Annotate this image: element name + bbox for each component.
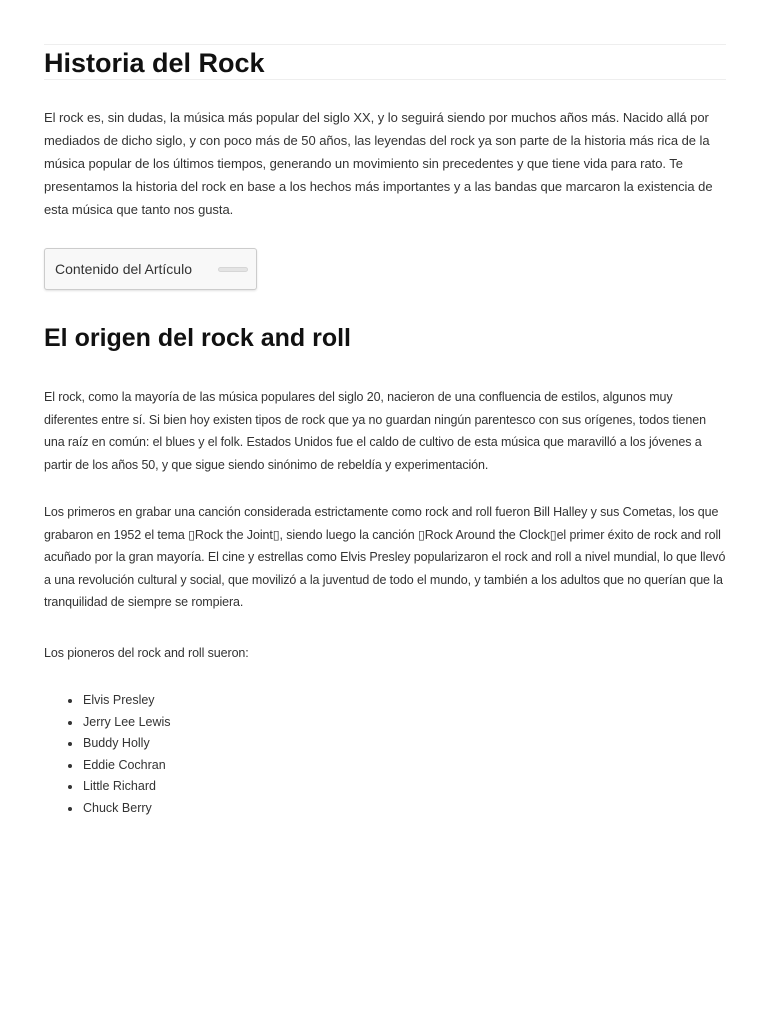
list-item: • Elvis Presley [82, 690, 726, 712]
top-divider [44, 44, 726, 45]
paragraph-pioneers-intro: Los pioneros del rock and roll sueron: [44, 645, 249, 660]
list-item: • Chuck Berry [82, 798, 726, 820]
toggle-icon[interactable] [218, 267, 248, 272]
paragraph-first-recordings: Los primeros en grabar una canción considerada estrictamente como rock and roll fueron Bill Halley y sus Cometas, los que grabaron en 1952 el tema ▯Rock the Joint▯, siendo luego la canción ▯Rock Around the Clock▯el primer éxito de rock and roll acuñado por la gran mayoría. El cine y estrellas como Elvis Presley popularizaron el rock and roll a nivel mundial, lo que llevó a una revolución cultural y social, que movilizó a la juventud de todo el mundo, y también a los adultos que no querían que la tranquilidad de siempre se rompiera. [44, 505, 726, 609]
list-item: • Little Richard [82, 776, 726, 798]
list-item: • Jerry Lee Lewis [82, 712, 726, 734]
paragraph-origins: El rock, como la mayoría de las música populares del siglo 20, nacieron de una confluencia de estilos, algunos muy diferentes entre sí. Si bien hoy existen tipos de rock que ya no guardan ningún parentesco con sus orígenes, todos tienen una raíz en común: el blues y el folk. Estados Unidos fue el caldo de cultivo de esta música que maravilló a los jóvenes a partir de los años 50, y que sigue siendo sinónimo de rebeldía y experimentación. [44, 390, 706, 472]
article [44, 44, 726, 819]
pioneers-list [44, 690, 726, 819]
intro-paragraph: El rock es, sin dudas, la música más popular del siglo XX, y lo seguirá siendo por muchos años más. Nacido allá por mediados de dicho siglo, y con poco más de 50 años, las leyendas del rock ya son parte de la historia más rica de la música popular de los últimos tiempos, generando un movimiento sin precedentes y que tiene vida para rato. Te presentamos la historia del rock en base a los hechos más importantes y a las bandas que marcaron la existencia de esta música que tanto nos gusta. [44, 110, 713, 217]
page-title: Historia del Rock [44, 44, 726, 80]
table-of-contents-toggle[interactable] [44, 248, 257, 290]
section-title: El origen del rock and roll [44, 324, 352, 352]
list-item: • Eddie Cochran [82, 755, 726, 777]
toc-label: Contenido del Artículo [55, 261, 192, 277]
list-item: • Buddy Holly [82, 733, 726, 755]
